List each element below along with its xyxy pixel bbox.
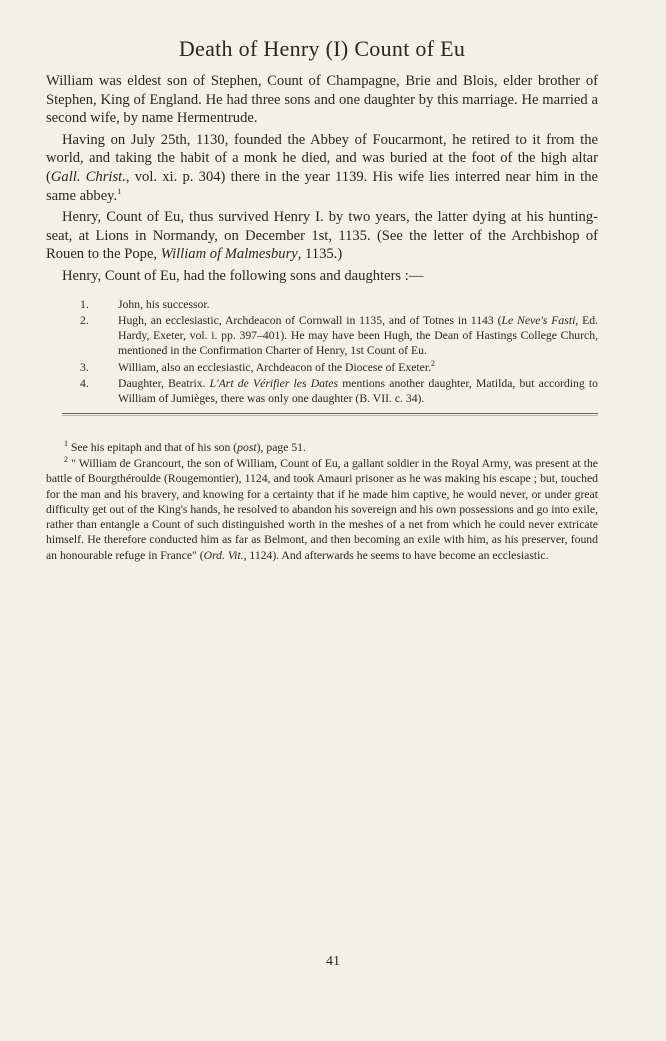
- footnote-text: , 1124). And afterwards he seems to have become an ecclesiastic.: [243, 548, 549, 562]
- section-divider: [62, 413, 598, 414]
- list-item: [46, 313, 598, 359]
- footnote-marker: 1: [64, 438, 68, 448]
- body-text: [46, 72, 598, 286]
- page-number: 41: [326, 954, 340, 969]
- list-text: Daughter, Beatrix.: [118, 377, 210, 391]
- footnote-text: ), page 51.: [256, 440, 306, 454]
- footnote-marker: 1: [117, 186, 122, 196]
- list-number: 1.: [80, 297, 89, 311]
- paragraph-text: Henry, Count of Eu, thus survived Henry I. by two years, the latter dying at his hunting-seat, at Lions in Normandy, on December 1st, 1135. (See the letter of the Archbishop of Rouen to the Pope,: [46, 209, 598, 263]
- footnote: [46, 440, 598, 455]
- section-divider-light: [62, 415, 598, 416]
- footnote-marker: 2: [64, 455, 68, 465]
- footnote-text: " William de Grancourt, the son of William, Count of Eu, a gallant soldier in the Royal Army, was present at the battle of Bourgthéroulde (Rougemontier), 1124, and took Amauri prisoner as he was making his escape ; but, touched for the man and his bravery, and knowing for a certainty that if he made him captive, he would never, or under great difficulty get out of the King's hands, he resolved to abandon his sovereign and his own possessions and go into exile, rather than entangle a Count of such distinguished worth in the meshes of a net from which he could never extricate himself. He therefore conducted him as far as Belmont, and then becoming an exile with him, as his preserver, found an honourable refuge in France" (: [46, 456, 598, 562]
- list-text: , Ed. Hardy, Exeter, vol. i. pp. 397–401). He may have been Hugh, the Dean of Hastings College Church, mentioned in the Confirmation Charter of Henry, 1st Count of Eu.: [118, 313, 598, 358]
- paragraph-text: , 1135.): [297, 246, 343, 263]
- page: [46, 36, 598, 564]
- page-title: Death of Henry (I) Count of Eu: [178, 36, 466, 61]
- list-text: mentions another daughter, Matilda, but according to William of Jumièges, there was only one daughter (B. VII. c. 34).: [118, 377, 598, 406]
- italic-text: Ord. Vit.: [203, 548, 244, 562]
- paragraph: [46, 267, 598, 286]
- footnotes: [46, 440, 598, 563]
- list-item: [46, 297, 598, 312]
- list-text: William, also an ecclesiastic, Archdeacon of the Diocese of Exeter.: [118, 360, 432, 374]
- italic-text: post: [237, 440, 257, 454]
- italic-text: Gall. Christ.: [50, 168, 126, 185]
- list-number: 3.: [80, 360, 89, 374]
- paragraph-text: , vol. xi. p. 304) there in the year 1139. His wife lies interred near him in the same abbey.: [46, 168, 599, 204]
- list-text: John, his successor.: [118, 297, 210, 311]
- italic-text: William of Malmesbury: [160, 246, 298, 263]
- paragraph: [46, 72, 598, 128]
- italic-text: L'Art de Vérifier les Dates: [209, 377, 339, 391]
- list-item-text: [118, 314, 598, 358]
- paragraph: [46, 131, 598, 205]
- paragraph-text: Henry, Count of Eu, had the following sons and daughters :—: [62, 267, 424, 284]
- list-item: [46, 376, 598, 407]
- italic-text: Le Neve's Fasti: [501, 313, 576, 327]
- list-number: 2.: [80, 313, 89, 327]
- footnote-marker: 2: [431, 358, 436, 368]
- children-list: [46, 297, 598, 407]
- footnote: [46, 456, 598, 563]
- list-number: 4.: [80, 377, 89, 391]
- list-item-text: [118, 377, 598, 405]
- footnote-text: See his epitaph and that of his son (: [68, 440, 238, 454]
- paragraph-text: William was eldest son of Stephen, Count of Champagne, Brie and Blois, elder brother of Stephen, King of England. He had three sons and one daughter by this marriage. He married a second wife, by name Hermentrude.: [46, 73, 598, 127]
- list-text: Hugh, an ecclesiastic, Archdeacon of Cornwall in 1135, and of Totnes in 1143 (: [118, 313, 502, 327]
- paragraph: [46, 208, 598, 264]
- paragraph-text: Having on July 25th, 1130, founded the Abbey of Foucarmont, he retired to it from the world, and taking the habit of a monk he died, and was buried at the foot of the high altar (: [46, 131, 598, 185]
- list-item-text: [118, 358, 436, 374]
- list-item: [46, 360, 598, 375]
- list-item-text: [118, 298, 210, 311]
